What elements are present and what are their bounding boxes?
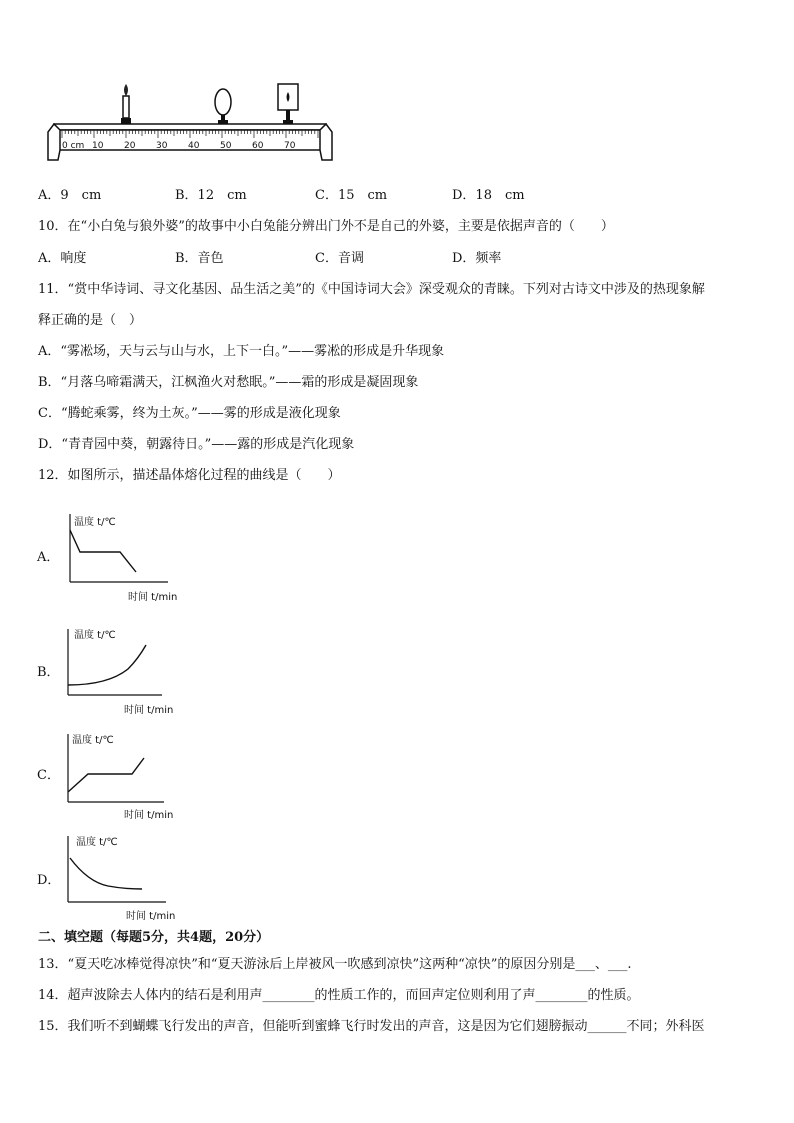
q12-stem: 12．如图所示，描述晶体熔化过程的曲线是（ ） bbox=[38, 468, 341, 483]
optical-bench-figure bbox=[40, 82, 340, 178]
q10-option-b[interactable]: B．音色 bbox=[175, 251, 224, 266]
q11-stem-line2: 释正确的是（ ） bbox=[38, 313, 143, 328]
graph-d-ylabel: 温度 t/℃ bbox=[76, 837, 118, 848]
graph-d-xlabel: 时间 t/min bbox=[126, 911, 176, 922]
q9-option-b[interactable]: B．12 cm bbox=[175, 188, 247, 203]
graph-a-curve bbox=[70, 530, 136, 572]
q9-option-c[interactable]: C．15 cm bbox=[315, 188, 388, 203]
graph-d-curve bbox=[70, 858, 142, 889]
candle-icon bbox=[121, 84, 131, 126]
q9-option-d[interactable]: D．18 cm bbox=[452, 188, 525, 203]
q10-stem: 10．在“小白兔与狼外婆”的故事中小白兔能分辨出门外不是自己的外婆，主要是依据声音的（ ） bbox=[38, 219, 614, 234]
q11-option-b[interactable]: B．“月落乌啼霜满天，江枫渔火对愁眠。”——霜的形成是凝固现象 bbox=[38, 375, 419, 390]
bench-tick-label: 40 bbox=[188, 141, 200, 151]
q12-option-a[interactable]: A． bbox=[37, 550, 60, 565]
bench-tick-label: 30 bbox=[156, 141, 168, 151]
q11-option-d[interactable]: D．“青青园中葵，朝露待日。”——露的形成是汽化现象 bbox=[38, 437, 355, 452]
q10-option-c[interactable]: C．音调 bbox=[315, 251, 364, 266]
bench-tick-label: 70 bbox=[284, 141, 296, 151]
q12-option-b[interactable]: B． bbox=[37, 665, 60, 680]
graph-a-xlabel: 时间 t/min bbox=[128, 592, 178, 603]
bench-right-leg bbox=[320, 124, 332, 160]
graph-c bbox=[58, 730, 188, 822]
graph-b-xlabel: 时间 t/min bbox=[124, 705, 174, 716]
graph-c-ylabel: 温度 t/℃ bbox=[72, 735, 114, 746]
q11-stem-line1: 11．“赏中华诗词、寻文化基因、品生活之美”的《中国诗词大会》深受观众的青睐。下列对古诗文中涉及的热现象解 bbox=[38, 282, 705, 297]
q11-option-c[interactable]: C．“腾蛇乘雾，终为土灰。”——雾的形成是液化现象 bbox=[38, 406, 341, 421]
q13-text: 13．“夏天吃冰棒觉得凉快”和“夏天游泳后上岸被风一吹感到凉快”这两种“凉快”的原因分别是___、___. bbox=[38, 957, 632, 972]
graph-a bbox=[60, 510, 190, 606]
graph-a-ylabel: 温度 t/℃ bbox=[74, 517, 116, 528]
q11-option-a[interactable]: A．“雾凇场，天与云与山与水，上下一白。”——雾凇的形成是升华现象 bbox=[38, 344, 445, 359]
q12-option-c[interactable]: C． bbox=[37, 768, 60, 783]
bench-tick-label: 50 bbox=[220, 141, 232, 151]
bench-tick-label: 10 bbox=[92, 141, 104, 151]
q12-option-d[interactable]: D． bbox=[37, 873, 61, 888]
section-title: 二、填空题（每题5分，共4题，20分） bbox=[38, 930, 270, 945]
graph-b-ylabel: 温度 t/℃ bbox=[74, 630, 116, 641]
graph-c-xlabel: 时间 t/min bbox=[124, 810, 174, 821]
graph-b bbox=[58, 625, 188, 717]
q10-option-d[interactable]: D．频率 bbox=[452, 251, 502, 266]
bench-tick-label: 0 cm bbox=[62, 141, 85, 151]
graph-b-curve bbox=[68, 645, 146, 685]
convex-lens-icon bbox=[215, 89, 231, 126]
bench-tick-label: 20 bbox=[124, 141, 136, 151]
q9-option-a[interactable]: A．9 cm bbox=[38, 188, 102, 203]
light-screen-icon bbox=[278, 84, 298, 126]
bench-top bbox=[54, 124, 326, 130]
graph-c-curve bbox=[68, 758, 144, 792]
graph-d bbox=[58, 832, 188, 924]
bench-tick-label: 60 bbox=[252, 141, 264, 151]
q10-option-a[interactable]: A．响度 bbox=[38, 251, 87, 266]
q15-text: 15．我们听不到蝴蝶飞行发出的声音，但能听到蜜蜂飞行时发出的声音，这是因为它们翅膀振动______不同；外科医 bbox=[38, 1019, 705, 1034]
bench-left-leg bbox=[48, 124, 60, 160]
q14-text: 14．超声波除去人体内的结石是利用声________的性质工作的，而回声定位则利用了声________的性质。 bbox=[38, 988, 640, 1003]
